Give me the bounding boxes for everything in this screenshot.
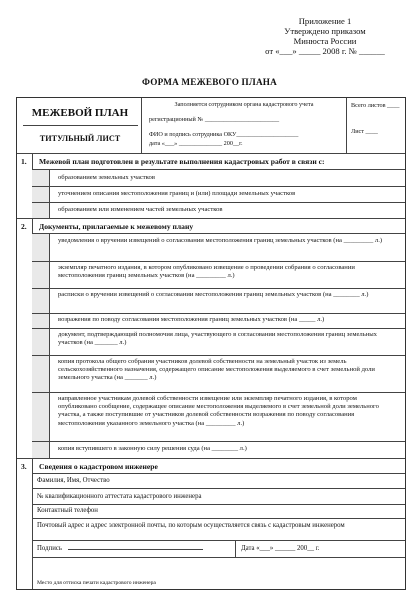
approval-header: [250, 16, 400, 56]
section1-title: Межевой план подготовлен в результате выполнения кадастровых работ в связи с:: [39, 157, 325, 166]
header-line-4: от «___» _____ 2008 г. № ______: [265, 46, 385, 56]
signature-field[interactable]: [37, 545, 227, 554]
s2-row-line-5: [32, 355, 405, 356]
s3-header-line: [32, 473, 405, 474]
section2-checkbox-5[interactable]: [32, 329, 50, 355]
section1-checkbox-3[interactable]: [32, 203, 50, 218]
section2-item-1: уведомления о вручении извещений о согласовании местоположения границ земельных участков (на _________ л.): [58, 237, 383, 244]
section2-bottom: [17, 458, 405, 459]
s3-row-line-1: [32, 488, 405, 489]
s1-header-line: [32, 169, 405, 170]
signature-date-field[interactable]: Дата «___» ______ 200__ г.: [241, 545, 320, 552]
section1-checkbox-1[interactable]: [32, 170, 50, 186]
s3-signature-divider: [235, 540, 236, 557]
section2-item-7: направленное участникам долевой собственности извещение или экземпляр печатного издания, в котором опубликовано сообщение, содержащее описание местоположения выделяемого в счет земельной доли земельного участка, а также поступившие от участников долевой собственности возражения по поводу согласования местоположения указанного земельного участка (на _________ л.): [58, 395, 379, 427]
oku-employee-field[interactable]: ФИО и подпись сотрудника ОКУ____________________: [149, 131, 299, 138]
section2-item-3: расписки о вручении извещений о согласовании местоположения границ земельных участков (на ________ л.): [58, 291, 369, 298]
s2-row-line-4: [32, 328, 405, 329]
s2-row-line-6: [32, 392, 405, 393]
section2-checkbox-6[interactable]: [32, 356, 50, 392]
registration-date-field[interactable]: дата «___» ______________ 200__г.: [149, 140, 243, 147]
s2-row-line-2: [32, 288, 405, 289]
section2-checkbox-2[interactable]: [32, 262, 50, 288]
title-vline-2: [346, 98, 347, 153]
postal-email-field[interactable]: Почтовый адрес и адрес электронной почты, по которым осуществляется связь с кадастровым инженером: [37, 522, 345, 529]
header-line-1: Приложение 1: [298, 16, 352, 26]
section1-checkbox-2[interactable]: [32, 187, 50, 202]
engineer-fullname-field[interactable]: Фамилия, Имя, Отчество: [37, 477, 110, 484]
section2-title: Документы, прилагаемые к межевому плану: [39, 222, 194, 231]
s3-number-column: [32, 458, 33, 589]
section2-item-4: возражения по поводу согласования местоположения границ земельных участков (на _____ л.): [58, 316, 325, 323]
s3-row-line-5: [32, 557, 405, 558]
registration-number-field[interactable]: регистрационный № ________________________: [149, 116, 280, 123]
section3-title: Сведения о кадастровом инженере: [39, 462, 158, 471]
s2-row-line-1: [32, 261, 405, 262]
header-line-2: Утверждено приказом: [284, 26, 366, 36]
plan-main-title: МЕЖЕВОЙ ПЛАН: [31, 107, 129, 119]
section2-checkbox-8[interactable]: [32, 442, 50, 458]
section1-bottom: [17, 218, 405, 219]
form-title: ФОРМА МЕЖЕВОГО ПЛАНА: [142, 77, 277, 87]
section2-checkbox-3[interactable]: [32, 289, 50, 313]
certificate-number-field[interactable]: № квалификационного аттестата кадастрового инженера: [37, 493, 202, 500]
s3-row-line-4: [32, 540, 405, 541]
section2-item-5: документ, подтверждающий полномочия лица, участвующего в согласовании местоположения границ земельных участков (на _______ л.): [58, 331, 377, 347]
section2-number: 2.: [21, 222, 27, 231]
section1-number: 1.: [21, 157, 27, 166]
signature-label: Подпись: [37, 545, 62, 552]
contact-phone-field[interactable]: Контактный телефон: [37, 507, 98, 514]
sheet-number-field[interactable]: Лист ____: [351, 128, 378, 135]
section3-number: 3.: [21, 462, 27, 471]
header-line-3: Минюста России: [293, 36, 357, 46]
s2-header-line: [32, 233, 405, 234]
title-vline-1: [141, 98, 142, 153]
stamp-area-label: Место для оттиска печати кадастрового инженера: [37, 580, 156, 586]
section1-item-1: образованием земельных участков: [58, 174, 155, 181]
section1-item-2: уточнением описания местоположения границ и (или) площади земельных участков: [58, 190, 296, 197]
s2-row-line-3: [32, 313, 405, 314]
section2-checkbox-7[interactable]: [32, 393, 50, 441]
section2-checkbox-4[interactable]: [32, 314, 50, 328]
title-block-bottom: [17, 153, 405, 154]
section2-checkbox-1[interactable]: [32, 234, 50, 261]
section2-item-2: экземпляр печатного издания, в котором опубликовано извещение о проведении собрания о согласовании местоположения границ земельных участков (на _________ л.): [58, 264, 355, 280]
s3-row-line-3: [32, 518, 405, 519]
section1-item-3: образованием или изменением частей земельных участков: [58, 206, 223, 213]
filled-by-note: Заполняется сотрудником органа кадастрового учета: [174, 101, 314, 108]
s2-row-line-7: [32, 441, 405, 442]
signature-underline: [68, 549, 203, 550]
plan-subtitle: ТИТУЛЬНЫЙ ЛИСТ: [39, 134, 121, 143]
mezhevoy-plan-form: [16, 97, 406, 590]
title-divider: [23, 125, 138, 126]
total-sheets-field[interactable]: Всего листов ____: [351, 102, 400, 109]
s3-row-line-2: [32, 504, 405, 505]
s1-row-line-1: [32, 186, 405, 187]
s1-row-line-2: [32, 202, 405, 203]
section2-item-8: копия вступившего в законную силу решения суда (на ________ л.): [58, 445, 247, 452]
section2-item-6: копия протокола общего собрания участников долевой собственности на земельный участок из земель сельскохозяйственного назначения, содержащего описание местоположения выделяемого в счет земельной доли земельного участка (на _______ л.): [58, 358, 375, 382]
